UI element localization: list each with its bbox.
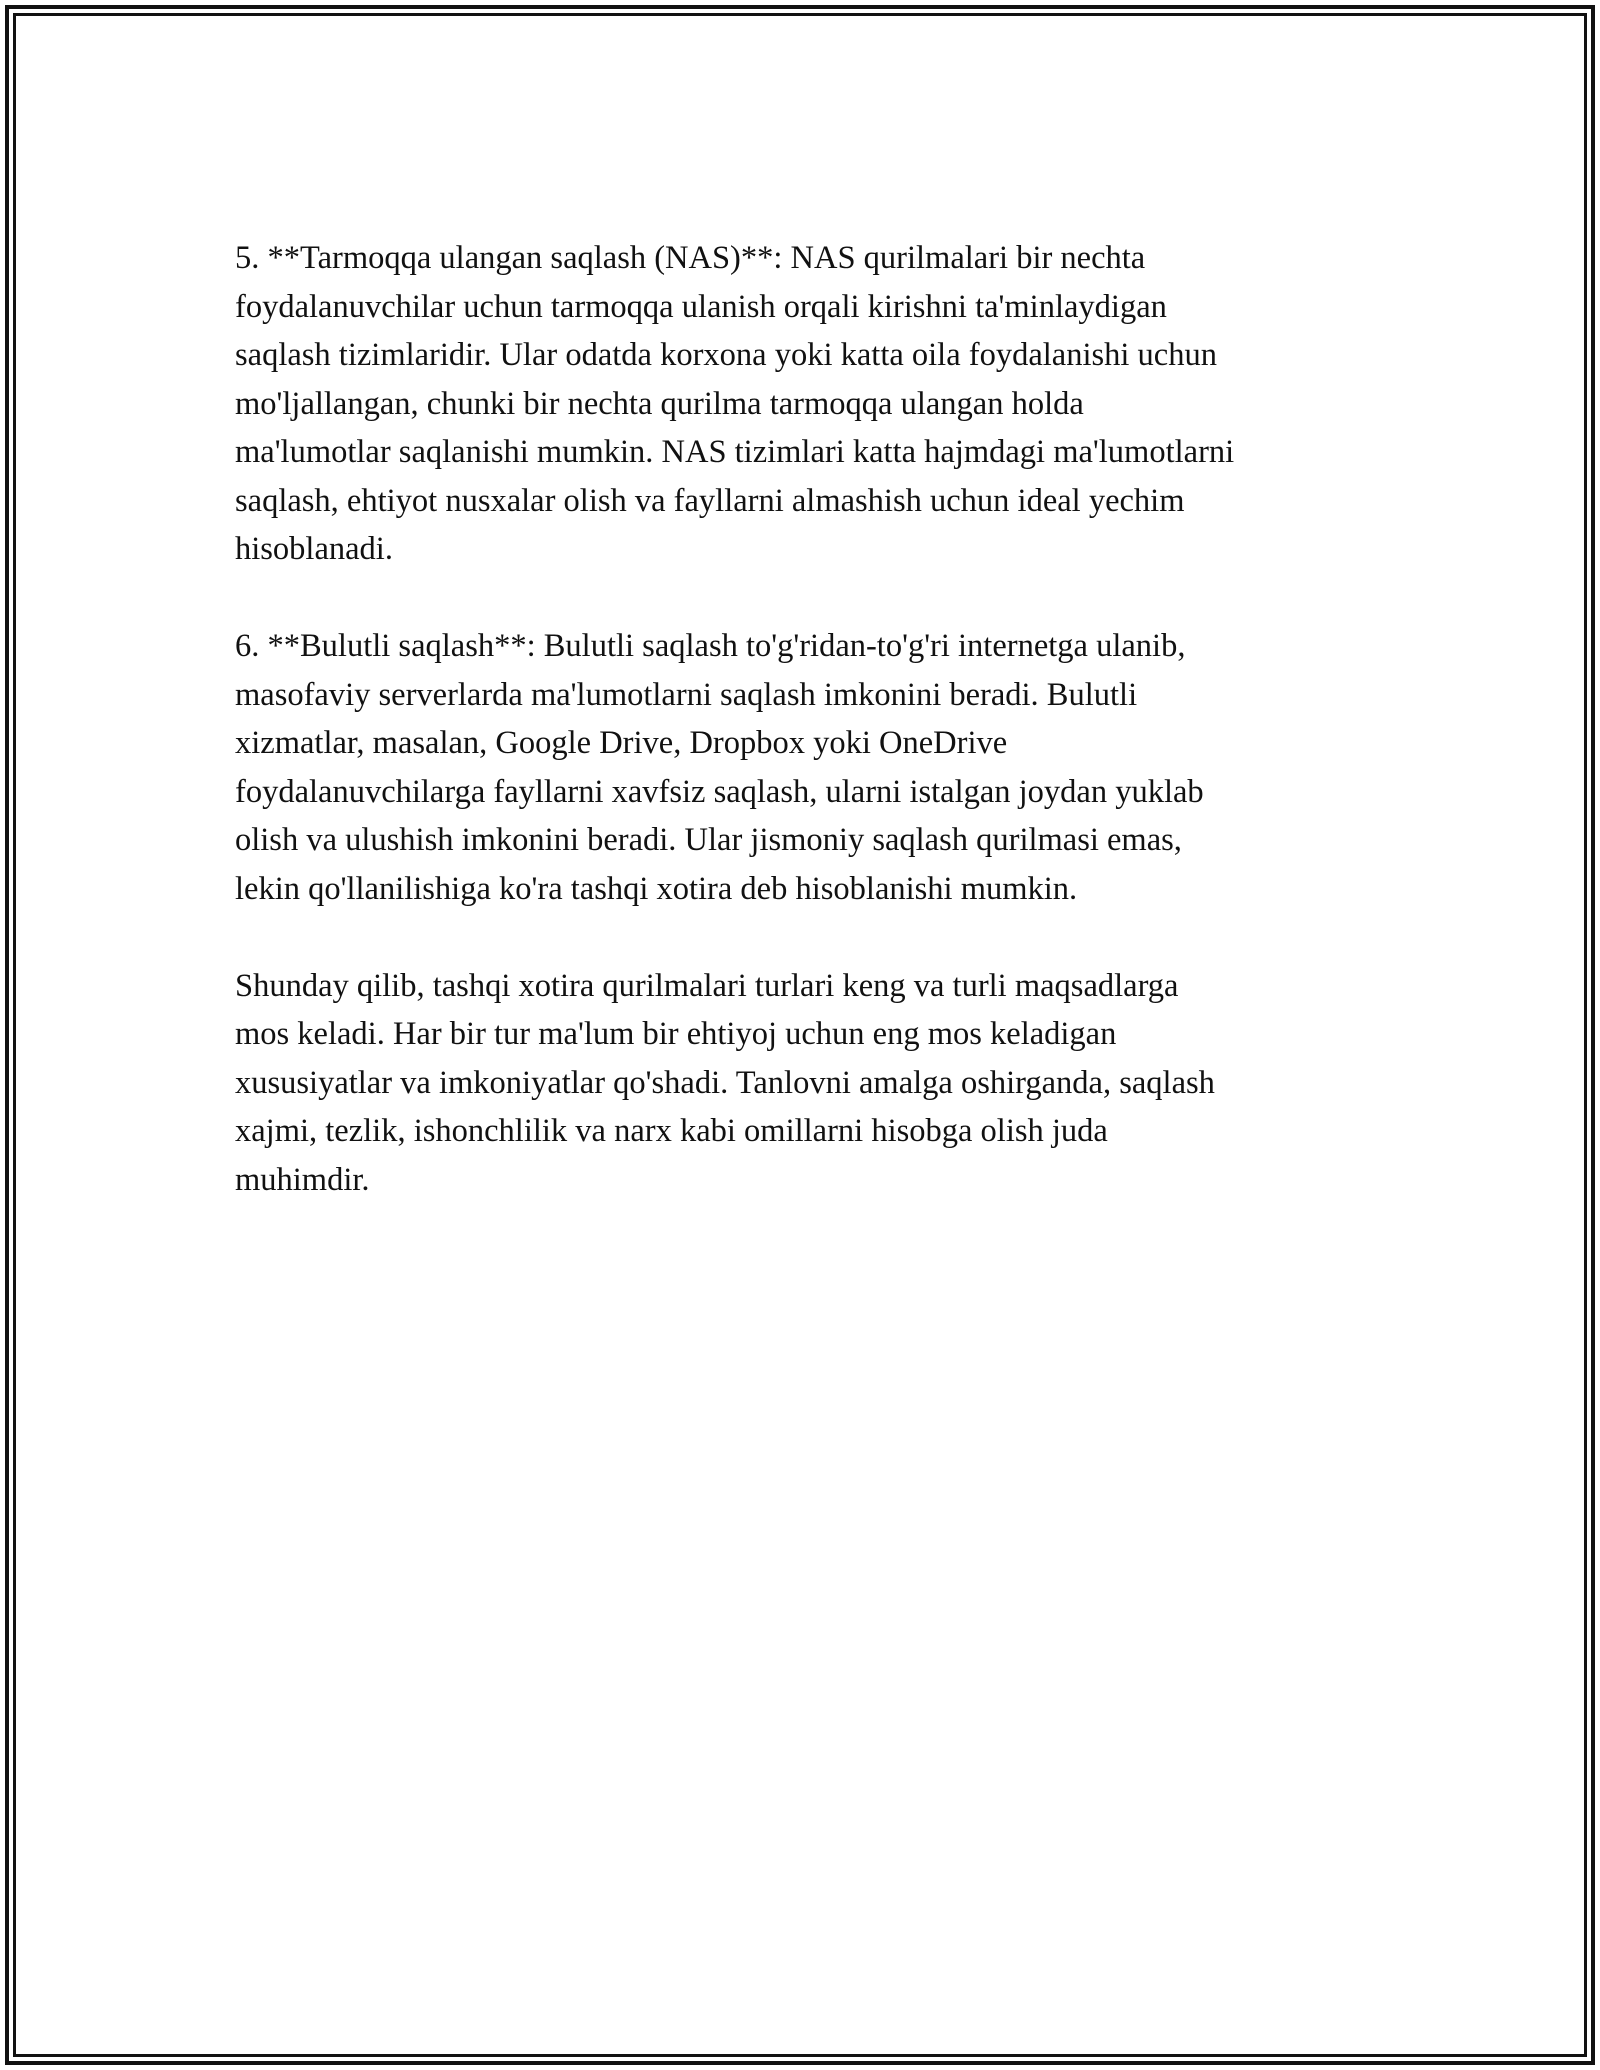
document-body: [235, 234, 1395, 1253]
paragraph-conclusion: Shunday qilib, tashqi xotira qurilmalari turlari keng va turli maqsadlarga mos keladi. Har bir tur ma'lum bir ehtiyoj uchun eng mos keladigan xususiyatlar va imkoniyatlar qo'shadi. Tanlovni amalga oshirganda, saqlash xajmi, tezlik, ishonchlilik va narx kabi omillarni hisobga olish juda muhimdir.: [235, 967, 1215, 1198]
paragraph-nas: 5. **Tarmoqqa ulangan saqlash (NAS)**: NAS qurilmalari bir nechta foydalanuvchilar uchun tarmoqqa ulanish orqali kirishni ta'minlaydigan saqlash tizimlaridir. Ular odatda korxona yoki katta oila foydalanishi uchun mo'ljallangan, chunki bir nechta qurilma tarmoqqa ulangan holda ma'lumotlar saqlanishi mumkin. NAS tizimlari katta hajmdagi ma'lumotlarni saqlash, ehtiyot nusxalar olish va fayllarni almashish uchun ideal yechim hisoblanadi.: [235, 240, 1235, 567]
paragraph-cloud-storage: 6. **Bulutli saqlash**: Bulutli saqlash to'g'ridan-to'g'ri internetga ulanib, masofaviy serverlarda ma'lumotlarni saqlash imkonini beradi. Bulutli xizmatlar, masalan, Google Drive, Dropbox yoki OneDrive foydalanuvchilarga fayllarni xavfsiz saqlash, ularni istalgan joydan yuklab olish va ulushish imkonini beradi. Ular jismoniy saqlash qurilmasi emas, lekin qo'llanilishiga ko'ra tashqi xotira deb hisoblanishi mumkin.: [235, 628, 1204, 907]
